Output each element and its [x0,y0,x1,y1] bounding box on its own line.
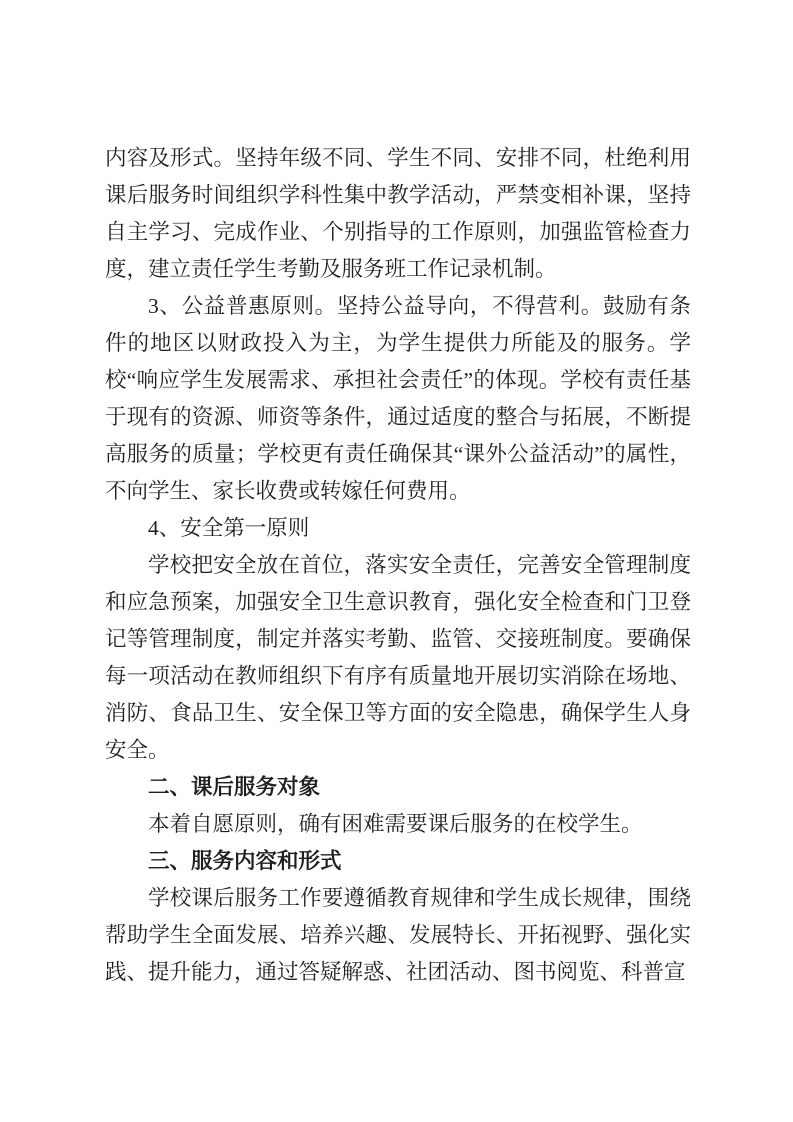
paragraph-principle-3-public-welfare: 3、公益普惠原则。坚持公益导向，不得营利。鼓励有条件的地区以财政投入为主，为学生提供力所能及的服务。学校“响应学生发展需求、承担社会责任”的体现。学校有责任基于现有的资源、师资等条件，通过适度的整合与拓展，不断提高服务的质量；学校更有责任确保其“课外公益活动”的属性，不向学生、家长收费或转嫁任何费用。 [105,294,691,503]
paragraph-safety-details: 学校把安全放在首位，落实安全责任，完善安全管理制度和应急预案，加强安全卫生意识教育，强化安全检查和门卫登记等管理制度，制定并落实考勤、监管、交接班制度。要确保每一项活动在教师组织下有序有质量地开展切实消除在场地、消防、食品卫生、安全保卫等方面的安全隐患，确保学生人身安全。 [105,553,691,762]
heading-section-2-service-target: 二、课后服务对象 [148,775,321,799]
document-body [105,140,691,991]
heading-section-3-service-content: 三、服务内容和形式 [148,849,342,873]
paragraph-service-target: 本着自愿原则，确有困难需要课后服务的在校学生。 [148,812,643,836]
paragraph-continuation: 内容及形式。坚持年级不同、学生不同、安排不同，杜绝利用课后服务时间组织学科性集中教学活动，严禁变相补课，坚持自主学习、完成作业、个别指导的工作原则，加强监管检查力度，建立责任学生考勤及服务班工作记录机制。 [105,146,691,281]
paragraph-principle-4-safety-first: 4、安全第一原则 [148,516,310,540]
paragraph-service-content: 学校课后服务工作要遵循教育规律和学生成长规律，围绕帮助学生全面发展、培养兴趣、发展特长、开拓视野、强化实践、提升能力，通过答疑解惑、社团活动、图书阅览、科普宣 [105,886,691,984]
